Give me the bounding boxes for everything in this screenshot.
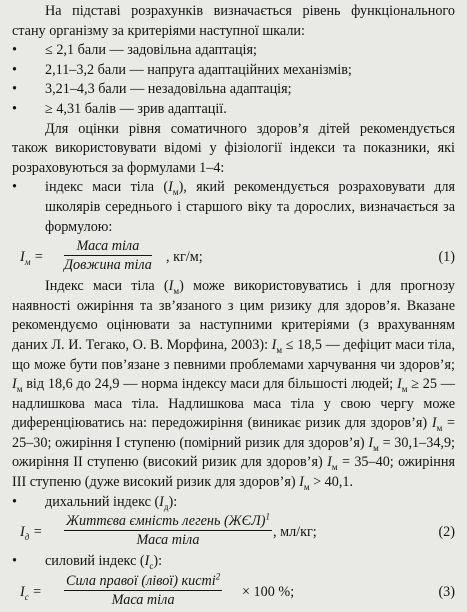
bullet-icon: • [12, 553, 17, 570]
list-item: • ≤ 2,1 бали — задовільна адаптація; [12, 41, 455, 61]
list-item: • 3,21–4,3 бали — незадовільна адаптація; [12, 80, 455, 100]
bullet-icon: • [12, 493, 17, 510]
list-item: • 2,11–3,2 бали — напруга адаптаційних механізмів; [12, 61, 455, 81]
somatic-health-paragraph: Для оцінки рівня соматичного здоров’я дітей рекомендується також використовувати відомі у фізіології індекси та показники, які розраховуються за формулами 1–4: [12, 120, 455, 176]
equation-number: (3) [438, 583, 455, 600]
bullet-icon: • [12, 81, 17, 98]
formula-1: $I_м$ = Маса тіла Довжина тіла , кг/м; (1) [20, 238, 455, 274]
respiratory-index-item: • дихальний індекс $(I_д)$: [12, 493, 178, 512]
formula-2-fraction: Життєва ємність легень (ЖЄЛ)$^1$ Маса тіла [66, 511, 270, 549]
list-item: • ≥ 4,31 балів — зрив адаптації. [12, 100, 455, 120]
formula-3-fraction: Сила правої (лівої) кисті$^2$ Маса тіла [66, 571, 221, 608]
adaptation-scale-list [12, 41, 455, 119]
bullet-icon: • [12, 179, 17, 196]
equation-number: (1) [438, 249, 455, 266]
formula-3: $I_с$ = Сила правої (лівої) кисті$^2$ Маса тіла × 100 %; (3) [20, 571, 455, 608]
power-index-item: • силовий індекс $(I_с)$: [12, 553, 163, 572]
equation-number: (2) [438, 524, 455, 541]
bullet-icon: • [12, 100, 17, 117]
bullet-icon: • [12, 61, 17, 78]
formula-2: $I_д$ = Життєва ємність легень (ЖЄЛ)$^1$ Маса тіла , мл/кг; (2) [20, 511, 455, 549]
intro-paragraph: На підставі розрахунків визначається рівень функціонального стану організму за критеріями наступної шкали: [12, 3, 455, 39]
bullet-icon: • [12, 42, 17, 59]
bmi-description-paragraph: Індекс маси тіла $(I_м)$ може використовуватись і для прогнозу наявності ожиріння та зв’язаного з цим ризику для здоров’я. Вказане рекомендуємо оцінювати за наступними критеріями (з врахуванням даних Л. И. Тегако, О. В. Морфина, 2003): $I_м \le 18,5$ — дефіцит маси тіла, що може бути пов’язане з певними проблемами харчування чи здоров’я; $I_м$ від 18,6 до 24,9 — норма індексу маси для більшості людей; $I_м \ge 25$ — надлишкова маса тіла. Надлишкова маса тіла у свою чергу може диференціюватись на: передожиріння (виникає ризик для здоров’я) $I_м = 25-30$; ожиріння I ступеню (помірний ризик для здоров’я) $I_м = 30,1-34,9$; ожиріння II ступеню (високий ризик для здоров’я) $I_м = 35-40$; ожиріння III ступеню (дуже високий ризик для здоров’я) $I_м > 40,1$. [12, 278, 456, 492]
formula-1-fraction: Маса тіла Довжина тіла [64, 238, 152, 274]
bmi-item: • індекс маси тіла $(I_м)$, який рекомендується розраховувати для школярів середнього і старшого віку та дорослих, визначається за формулою: [12, 179, 456, 235]
